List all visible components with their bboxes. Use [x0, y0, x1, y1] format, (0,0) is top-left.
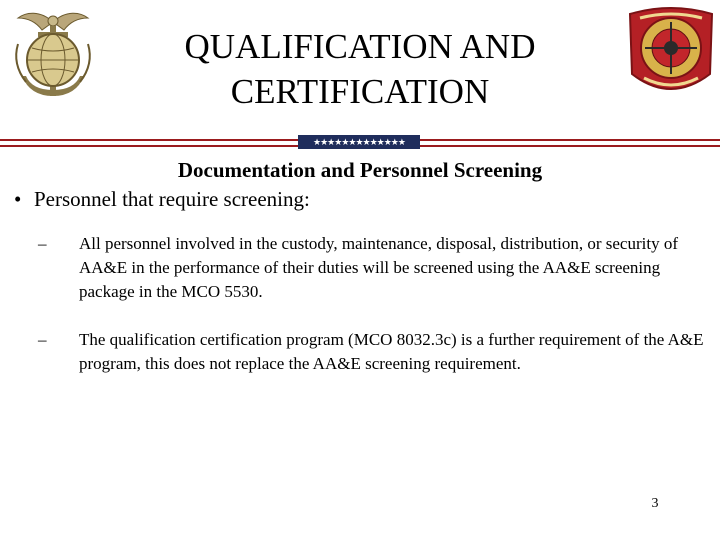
sub-item-dash: – [38, 330, 47, 349]
sub-item-text: All personnel involved in the custody, maintenance, disposal, distribution, or security of AA&E in the performance of their duties will be screened using the AA&E screening package in the MCO 5530. [79, 234, 678, 301]
ega-emblem-logo [4, 4, 102, 104]
section-subtitle: Documentation and Personnel Screening [177, 158, 543, 182]
page-title [120, 24, 600, 114]
bullet-text: Personnel that require screening: [34, 187, 310, 211]
sub-item-text: The qualification certification program (MCO 8032.3c) is a further requirement of the A&E program, this does not replace the AA&E screening requirement. [79, 330, 704, 373]
sub-item-dash: – [38, 234, 47, 253]
unit-insignia-icon [624, 4, 718, 96]
page-number: 3 [651, 496, 659, 511]
ega-emblem-icon [4, 4, 102, 104]
header-divider [0, 134, 720, 154]
title-line-2: CERTIFICATION [230, 72, 490, 111]
bullet-item [14, 186, 704, 212]
unit-insignia-logo [624, 4, 718, 96]
stars-band: ★★★★★★★★★★★★★ [298, 135, 420, 149]
bullet-mark: • [14, 187, 22, 211]
title-line-1: QUALIFICATION AND [184, 27, 536, 66]
